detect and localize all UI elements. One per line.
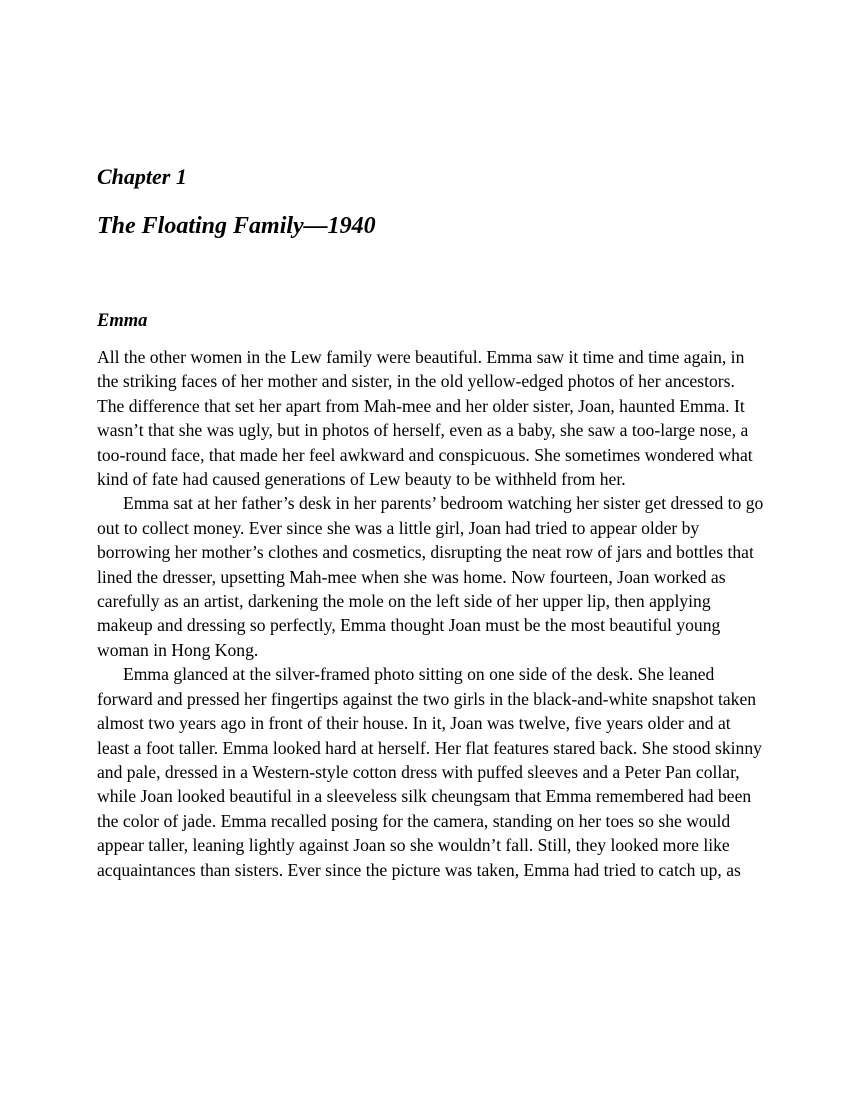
body-paragraph: All the other women in the Lew family were beautiful. Emma saw it time and time again, in the striking faces of her mother and sister, in the old yellow-edged photos of her ancestors. The difference that set her apart from Mah-mee and her older sister, Joan, haunted Emma. It wasn’t that she was ugly, but in photos of herself, even as a baby, she saw a too-large nose, a too-round face, that made her feel awkward and conspicuous. She sometimes wondered what kind of fate had caused generations of Lew beauty to be withheld from her. [97,347,753,490]
chapter-heading: Chapter 1 [97,164,187,189]
page-content [97,0,765,882]
body-paragraph: Emma glanced at the silver-framed photo sitting on one side of the desk. She leaned forward and pressed her fingertips against the two girls in the black-and-white snapshot taken almost two years ago in front of their house. In it, Joan was twelve, five years older and at least a foot taller. Emma looked hard at herself. Her flat features stared back. She stood skinny and pale, dressed in a Western-style cotton dress with puffed sleeves and a Peter Pan collar, while Joan looked beautiful in a sleeveless silk cheungsam that Emma remembered had been the color of jade. Emma recalled posing for the camera, standing on her toes so she would appear taller, leaning lightly against Joan so she wouldn’t fall. Still, they looked more like acquaintances than sisters. Ever since the picture was taken, Emma had tried to catch up, as [97,664,762,880]
section-heading: Emma [97,311,148,331]
body-paragraph: Emma sat at her father’s desk in her parents’ bedroom watching her sister get dressed to go out to collect money. Ever since she was a little girl, Joan had tried to appear older by borrowing her mother’s clothes and cosmetics, disrupting the neat row of jars and bottles that lined the dresser, upsetting Mah-mee when she was home. Now fourteen, Joan worked as carefully as an artist, darkening the mole on the left side of her upper lip, then applying makeup and dressing so perfectly, Emma thought Joan must be the most beautiful young woman in Hong Kong. [97,493,764,660]
chapter-title: The Floating Family—1940 [97,213,376,239]
